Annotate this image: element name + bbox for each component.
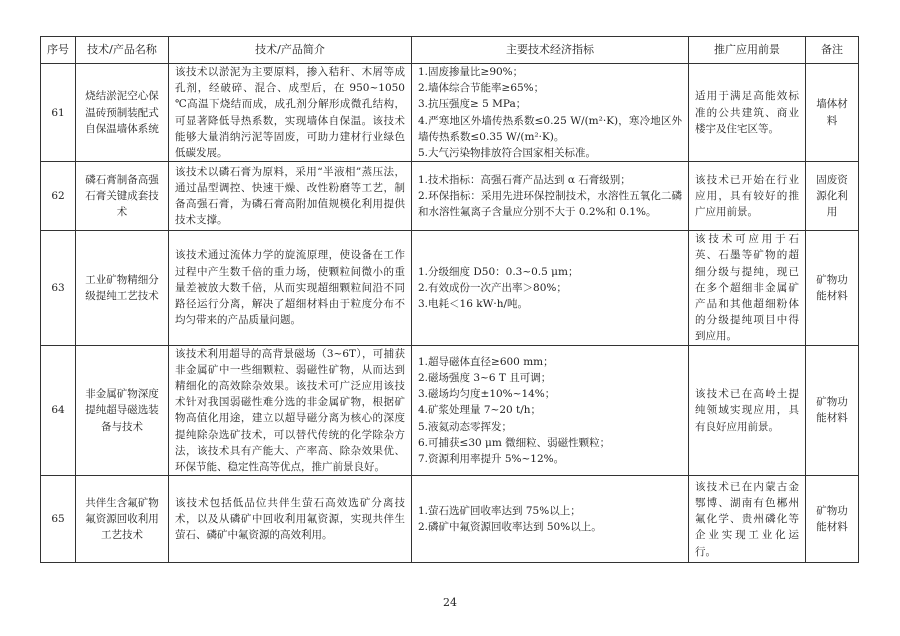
tech-name: 非金属矿物深度提纯超导磁选装备与技术 bbox=[76, 345, 169, 476]
row-number: 64 bbox=[41, 345, 76, 476]
tech-note: 矿物功能材料 bbox=[806, 231, 859, 345]
indicator-item: 1.超导磁体直径≥600 mm； bbox=[418, 355, 554, 368]
tech-note: 矿物功能材料 bbox=[806, 345, 859, 476]
tech-intro: 该技术包括低品位共伴生萤石高效选矿分离技术，以及从磷矿中回收利用氟资源，实现共伴生萤石、磷矿中氟资源的高效利用。 bbox=[169, 476, 412, 563]
row-number: 65 bbox=[41, 476, 76, 563]
tech-note: 墙体材料 bbox=[806, 64, 859, 162]
tech-name: 烧结淤泥空心保温砖预制装配式自保温墙体系统 bbox=[76, 64, 169, 162]
indicator-item: 6.可捕获≤30 μm 微细粒、弱磁性颗粒； bbox=[418, 436, 611, 449]
indicator-item: 1.萤石选矿回收率达到 75%以上； bbox=[418, 505, 581, 518]
indicator-item: 2.环保指标：采用先进环保控制技术，水溶性五氧化二磷和水溶性氟离子含量应分别不大于 0.2%和 0.1%。 bbox=[418, 190, 682, 219]
row-number: 63 bbox=[41, 231, 76, 345]
indicator-item: 2.墙体综合节能率≥65%； bbox=[418, 82, 545, 95]
tech-prospect: 该技术已在高岭土提纯领域实现应用，具有良好应用前景。 bbox=[689, 345, 806, 476]
indicator-item: 1.固废掺量比≥90%； bbox=[418, 66, 524, 78]
indicator-item: 7.资源利用率提升 5%~12%。 bbox=[418, 452, 565, 465]
indicator-item: 3.电耗＜16 kW·h/吨。 bbox=[418, 298, 529, 311]
indicator-item: 3.抗压强度≥ 5 MPa； bbox=[418, 98, 527, 111]
indicator-item: 2.磁场强度 3~6 T 且可调； bbox=[418, 371, 552, 384]
tech-intro: 该技术以磷石膏为原料，采用“半液相”蒸压法，通过晶型调控、快速干燥、改性粉磨等工艺，制备高强石膏，为磷石膏高附加值规模化利用提供技术支撑。 bbox=[169, 162, 412, 231]
tech-prospect: 适用于满足高能效标准的公共建筑、商业楼宇及住宅区等。 bbox=[689, 64, 806, 162]
tech-prospect: 该技术已开始在行业应用，具有较好的推广应用前景。 bbox=[689, 162, 806, 231]
tech-indicators bbox=[412, 345, 689, 476]
tech-prospect: 该技术已在内蒙古金鄂博、湖南有色郴州氟化学、贵州磷化等企业实现工业化运行。 bbox=[689, 476, 806, 563]
page-number: 24 bbox=[443, 596, 457, 609]
indicator-item: 2.磷矿中氟资源回收率达到 50%以上。 bbox=[418, 521, 602, 534]
table-row bbox=[41, 476, 859, 563]
tech-note: 矿物功能材料 bbox=[806, 476, 859, 563]
header-no: 序号 bbox=[41, 37, 76, 64]
header-name: 技术/产品名称 bbox=[76, 37, 169, 64]
tech-note: 固废资源化利用 bbox=[806, 162, 859, 231]
indicator-item: 4.严寒地区外墙传热系数≤0.25 W/(m²·K)，寒冷地区外墙传热系数≤0.35 W/(m²·K)。 bbox=[418, 114, 682, 143]
indicator-item: 5.大气污染物排放符合国家相关标准。 bbox=[418, 147, 597, 160]
header-prospect: 推广应用前景 bbox=[689, 37, 806, 64]
tech-intro: 该技术通过流体力学的旋流原理，使设备在工作过程中产生数千倍的重力场，使颗粒间微小的重量差被放大数千倍，从而实现超细颗粒间沿不同路径运行分离，解决了超细材料由于粒度分布不均匀带来的产品质量问题。 bbox=[169, 231, 412, 345]
indicator-item: 4.矿浆处理量 7~20 t/h； bbox=[418, 404, 542, 417]
row-number: 61 bbox=[41, 64, 76, 162]
header-intro: 技术/产品简介 bbox=[169, 37, 412, 64]
table-row bbox=[41, 162, 859, 231]
tech-prospect: 该技术可应用于石英、石墨等矿物的超细分级与提纯，现已在多个超细非金属矿产品和其他超细粉体的分级提纯项目中得到应用。 bbox=[689, 231, 806, 345]
indicator-item: 1.技术指标：高强石膏产品达到 α 石膏级别； bbox=[418, 173, 631, 186]
tech-intro: 该技术以淤泥为主要原料，掺入秸秆、木屑等成孔剂，经破碎、混合、成型后，在 950~1050 ℃高温下烧结而成，成孔剂分解形成微孔结构，可显著降低导热系数，实现墙体自保温。该技术能够大量消纳污泥等固废，可助力建材行业绿色低碳发展。 bbox=[169, 64, 412, 162]
tech-name: 工业矿物精细分级提纯工艺技术 bbox=[76, 231, 169, 345]
table-row bbox=[41, 231, 859, 345]
technology-table bbox=[40, 36, 859, 563]
tech-indicators bbox=[412, 231, 689, 345]
indicator-item: 1.分级细度 D50：0.3~0.5 μm； bbox=[418, 265, 579, 278]
indicator-item: 5.液氦动态零挥发； bbox=[418, 420, 513, 433]
indicator-item: 2.有效成份一次产出率＞80%； bbox=[418, 281, 567, 294]
indicator-item: 3.磁场均匀度±10%~14%； bbox=[418, 388, 556, 401]
table-row bbox=[41, 64, 859, 162]
row-number: 62 bbox=[41, 162, 76, 231]
table-header-row bbox=[41, 37, 859, 64]
tech-indicators bbox=[412, 476, 689, 563]
tech-name: 磷石膏制备高强石膏关键成套技术 bbox=[76, 162, 169, 231]
header-note: 备注 bbox=[806, 37, 859, 64]
tech-name: 共伴生含氟矿物氟资源回收利用工艺技术 bbox=[76, 476, 169, 563]
header-indicators: 主要技术经济指标 bbox=[412, 37, 689, 64]
tech-indicators bbox=[412, 64, 689, 162]
tech-indicators bbox=[412, 162, 689, 231]
tech-intro: 该技术利用超导的高背景磁场（3~6T），可捕获非金属矿中一些细颗粒、弱磁性矿物，从而达到精细化的高效除杂效果。该技术可广泛应用该技术针对我国弱磁性难分选的非金属矿物，根据矿物高值化用途，建立以超导磁分离为核心的深度提纯除杂选矿技术，可以替代传统的化学除杂方法，该技术具有产能大、产率高、除杂效果优、环保节能、稳定性高等优点，推广前景良好。 bbox=[169, 345, 412, 476]
table-row bbox=[41, 345, 859, 476]
